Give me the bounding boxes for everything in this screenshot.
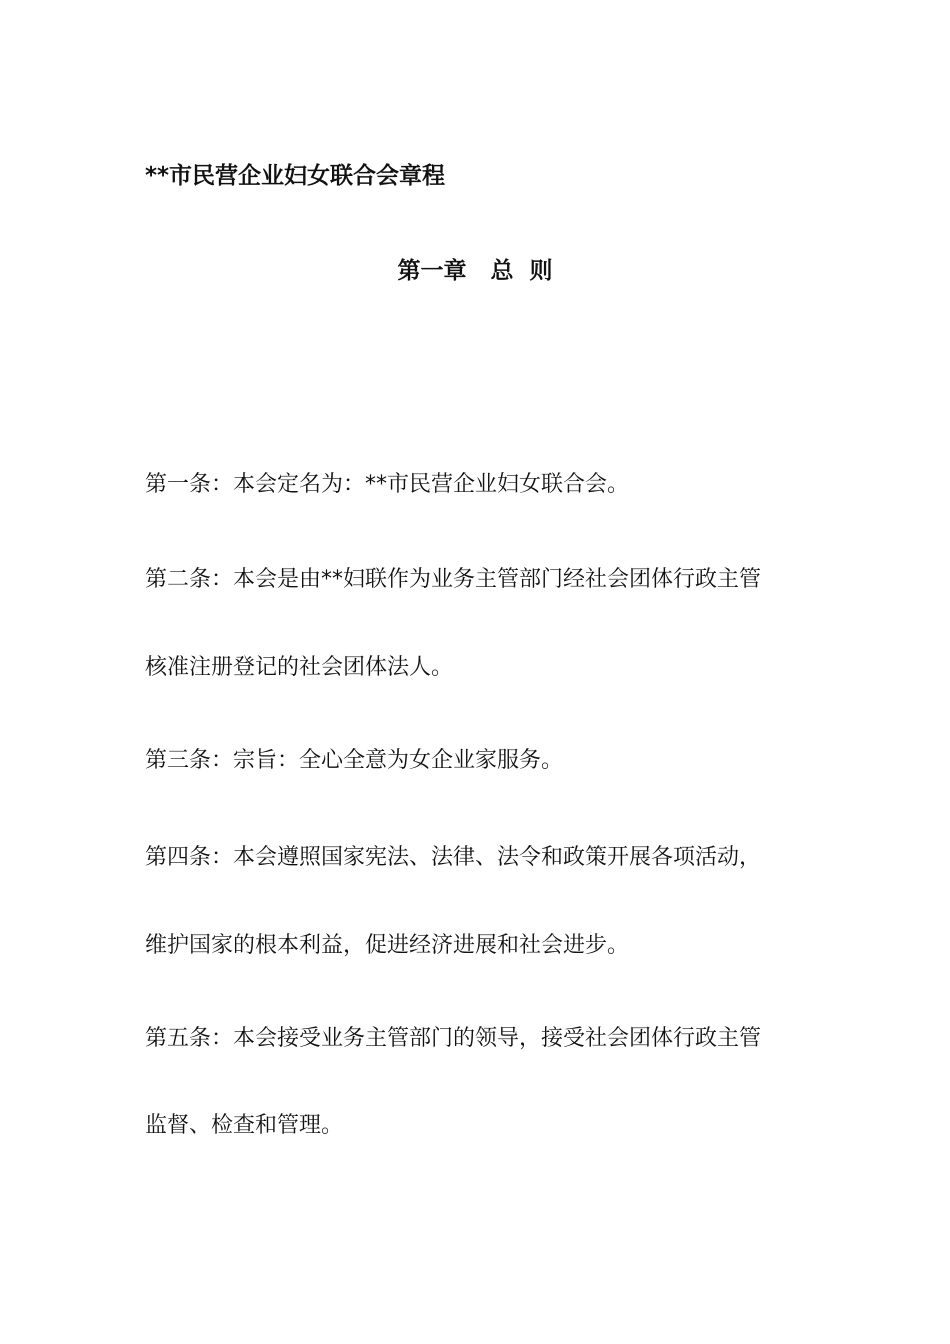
article-5-line-2: 监督、检查和管理。 bbox=[145, 1113, 344, 1138]
article-5-line-1: 第五条：本会接受业务主管部门的领导，接受社会团体行政主管 bbox=[145, 1026, 762, 1051]
article-3-line: 第三条：宗旨：全心全意为女企业家服务。 bbox=[145, 748, 564, 773]
article-2-line-1: 第二条：本会是由**妇联作为业务主管部门经社会团体行政主管 bbox=[145, 567, 762, 592]
article-2-line-2: 核准注册登记的社会团体法人。 bbox=[145, 655, 454, 680]
document-title: **市民营企业妇女联合会章程 bbox=[145, 163, 446, 189]
chapter-heading: 第一章 总 则 bbox=[397, 258, 553, 284]
article-4-line-1: 第四条：本会遵照国家宪法、法律、法令和政策开展各项活动， bbox=[145, 845, 762, 870]
article-4-line-2: 维护国家的根本利益，促进经济进展和社会进步。 bbox=[145, 933, 630, 958]
article-1-line: 第一条：本会定名为：**市民营企业妇女联合会。 bbox=[145, 472, 630, 497]
